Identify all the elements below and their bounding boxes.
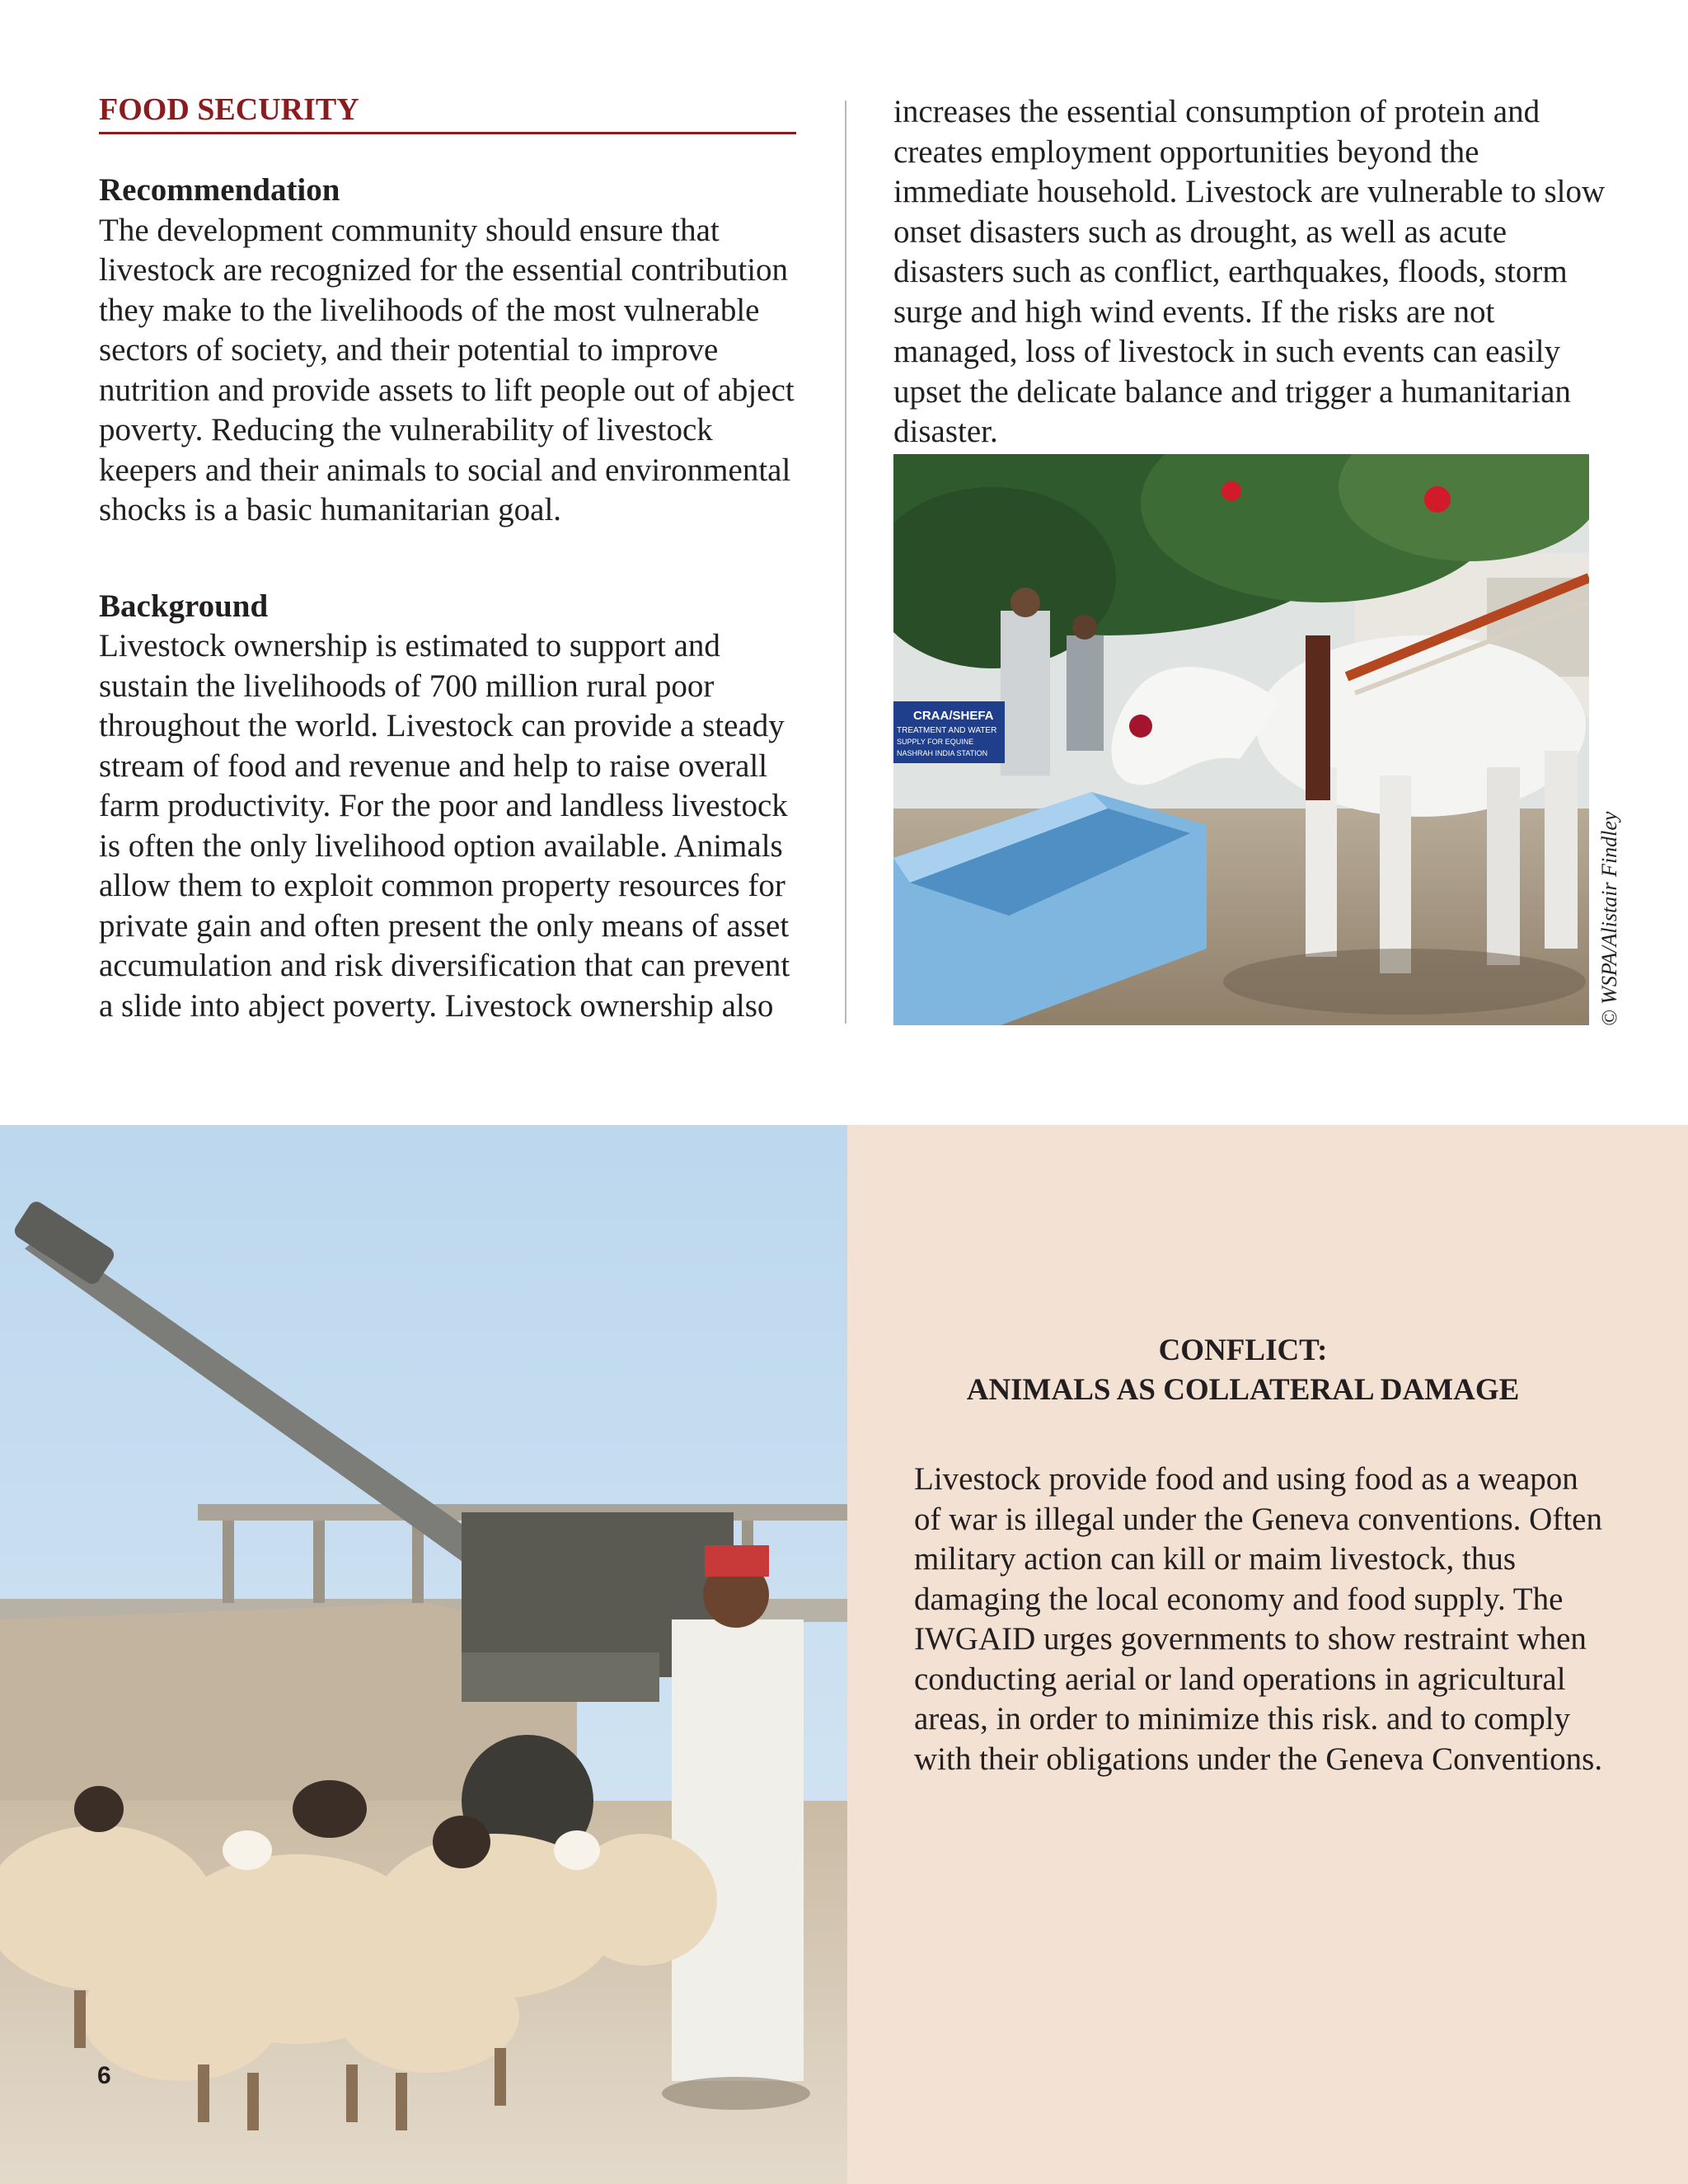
sheep-photo bbox=[0, 1125, 847, 2184]
sidebar-title bbox=[847, 1331, 1639, 1410]
column-divider bbox=[845, 101, 846, 1024]
continued-text: increases the essential consumption of protein and creates employment opportunities beyond the immediate household. Livestock are vulnerable to slow onset disasters such as drought, as well as acute disasters such as conflict, earthquakes, floods, storm surge and high wind events. If the risks are not managed, loss of livestock in such events can easily upset the delicate balance and trigger a humanitarian disaster. bbox=[893, 94, 1606, 449]
section-title: FOOD SECURITY bbox=[99, 89, 796, 134]
right-column bbox=[893, 92, 1619, 452]
sign-text-3: SUPPLY FOR EQUINE bbox=[897, 738, 974, 746]
left-column bbox=[99, 89, 796, 1026]
sign-text-4: NASHRAH INDIA STATION bbox=[897, 749, 988, 757]
recommendation-heading: Recommendation bbox=[99, 172, 340, 208]
recommendation-text: The development community should ensure that livestock are recognized for the essential contribution they make to the livelihoods of the most vulnerable sectors of society, and their potential to improve nutrition and provide assets to lift people out of abject poverty. Reducing the vulnerability of livestock keepers and their animals to social and environmental shocks is a basic humanitarian goal. bbox=[99, 212, 795, 527]
background-text: Livestock ownership is estimated to support and sustain the livelihoods of 700 million rural poor throughout the world. Livestock can provide a steady stream of food and revenue and help to raise overall farm productivity. For the poor and landless livestock is often the only livelihood option available. Animals allow them to exploit common property resources for private gain and often present the only means of asset accumulation and risk diversification that can prevent a slide into abject poverty. Livestock ownership also bbox=[99, 628, 790, 1024]
sidebar-title-line2: ANIMALS AS COLLATERAL DAMAGE bbox=[966, 1373, 1520, 1407]
sidebar-text: Livestock provide food and using food as a weapon of war is illegal under the Geneva conventions. Often military action can kill or maim livestock, thus damaging the local economy and food supply. The IWGAID urges governments to show restraint when conducting aerial or land operations in agricultural areas, in order to minimize this risk. and to comply with their obligations under the Geneva Conventions. bbox=[914, 1461, 1603, 1777]
page-number: 6 bbox=[97, 2062, 111, 2089]
horse-photo bbox=[893, 454, 1589, 1025]
photo-credit-horse: © WSPA/Alistair Findley bbox=[1597, 811, 1621, 1026]
sign-text-1: CRAA/SHEFA bbox=[913, 709, 994, 723]
sidebar-title-line1: CONFLICT: bbox=[1158, 1333, 1328, 1367]
background-heading: Background bbox=[99, 588, 269, 624]
sign-text-2: TREATMENT AND WATER bbox=[897, 726, 997, 735]
